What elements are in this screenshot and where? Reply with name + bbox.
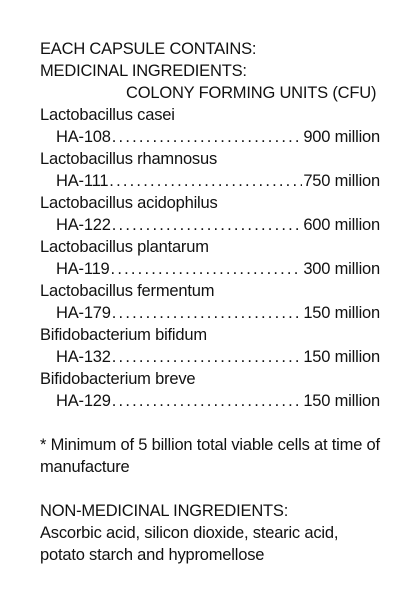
strain-code: HA-108: [56, 128, 111, 146]
spacer: [40, 478, 380, 500]
strain-name: Lactobacillus acidophilus: [40, 194, 218, 212]
strain-row: [40, 258, 380, 280]
strain-code: HA-129: [56, 392, 111, 410]
strain-row: [40, 170, 380, 192]
strain-code: HA-119: [56, 260, 110, 278]
strain-amount: 300 million: [303, 260, 380, 278]
strain-entry: [40, 368, 380, 412]
non-medicinal-text: Ascorbic acid, silicon dioxide, stearic acid, potato starch and hypromellose: [40, 524, 339, 564]
strain-code: HA-132: [56, 348, 111, 366]
strain-entry: [40, 104, 380, 148]
strain-name: Lactobacillus fermentum: [40, 282, 215, 300]
footnote: * Minimum of 5 billion total viable cells at time of manufacture: [40, 436, 380, 476]
strain-amount: 750 million: [303, 172, 380, 190]
dot-leader: [109, 170, 302, 192]
non-medicinal-heading: NON-MEDICINAL INGREDIENTS:: [40, 502, 289, 520]
dot-leader: [112, 302, 303, 324]
strain-amount: 900 million: [303, 128, 380, 146]
dot-leader: [112, 126, 303, 148]
strain-amount: 150 million: [303, 304, 380, 322]
dot-leader: [112, 390, 303, 412]
strain-code: HA-122: [56, 216, 111, 234]
medicinal-ingredients-heading: MEDICINAL INGREDIENTS:: [40, 62, 247, 80]
dot-leader: [111, 258, 303, 280]
dot-leader: [112, 214, 303, 236]
strain-amount: 150 million: [303, 392, 380, 410]
strain-entry: [40, 192, 380, 236]
strain-row: [40, 390, 380, 412]
strain-row: [40, 302, 380, 324]
strain-row: [40, 126, 380, 148]
strain-name: Lactobacillus casei: [40, 106, 175, 124]
strain-entry: [40, 280, 380, 324]
ingredient-label: [40, 38, 380, 566]
strain-row: [40, 214, 380, 236]
strain-amount: 150 million: [303, 348, 380, 366]
strain-name: Bifidobacterium bifidum: [40, 326, 207, 344]
strain-entry: [40, 148, 380, 192]
strain-entry: [40, 324, 380, 368]
spacer: [40, 412, 380, 434]
strain-code: HA-111: [56, 172, 109, 190]
strain-row: [40, 346, 380, 368]
strain-name: Bifidobacterium breve: [40, 370, 196, 388]
strain-name: Lactobacillus rhamnosus: [40, 150, 217, 168]
cfu-column-heading: COLONY FORMING UNITS (CFU): [126, 84, 377, 102]
strain-entry: [40, 236, 380, 280]
strain-name: Lactobacillus plantarum: [40, 238, 209, 256]
strain-code: HA-179: [56, 304, 111, 322]
strain-amount: 600 million: [303, 216, 380, 234]
each-capsule-heading: EACH CAPSULE CONTAINS:: [40, 40, 257, 58]
dot-leader: [112, 346, 303, 368]
